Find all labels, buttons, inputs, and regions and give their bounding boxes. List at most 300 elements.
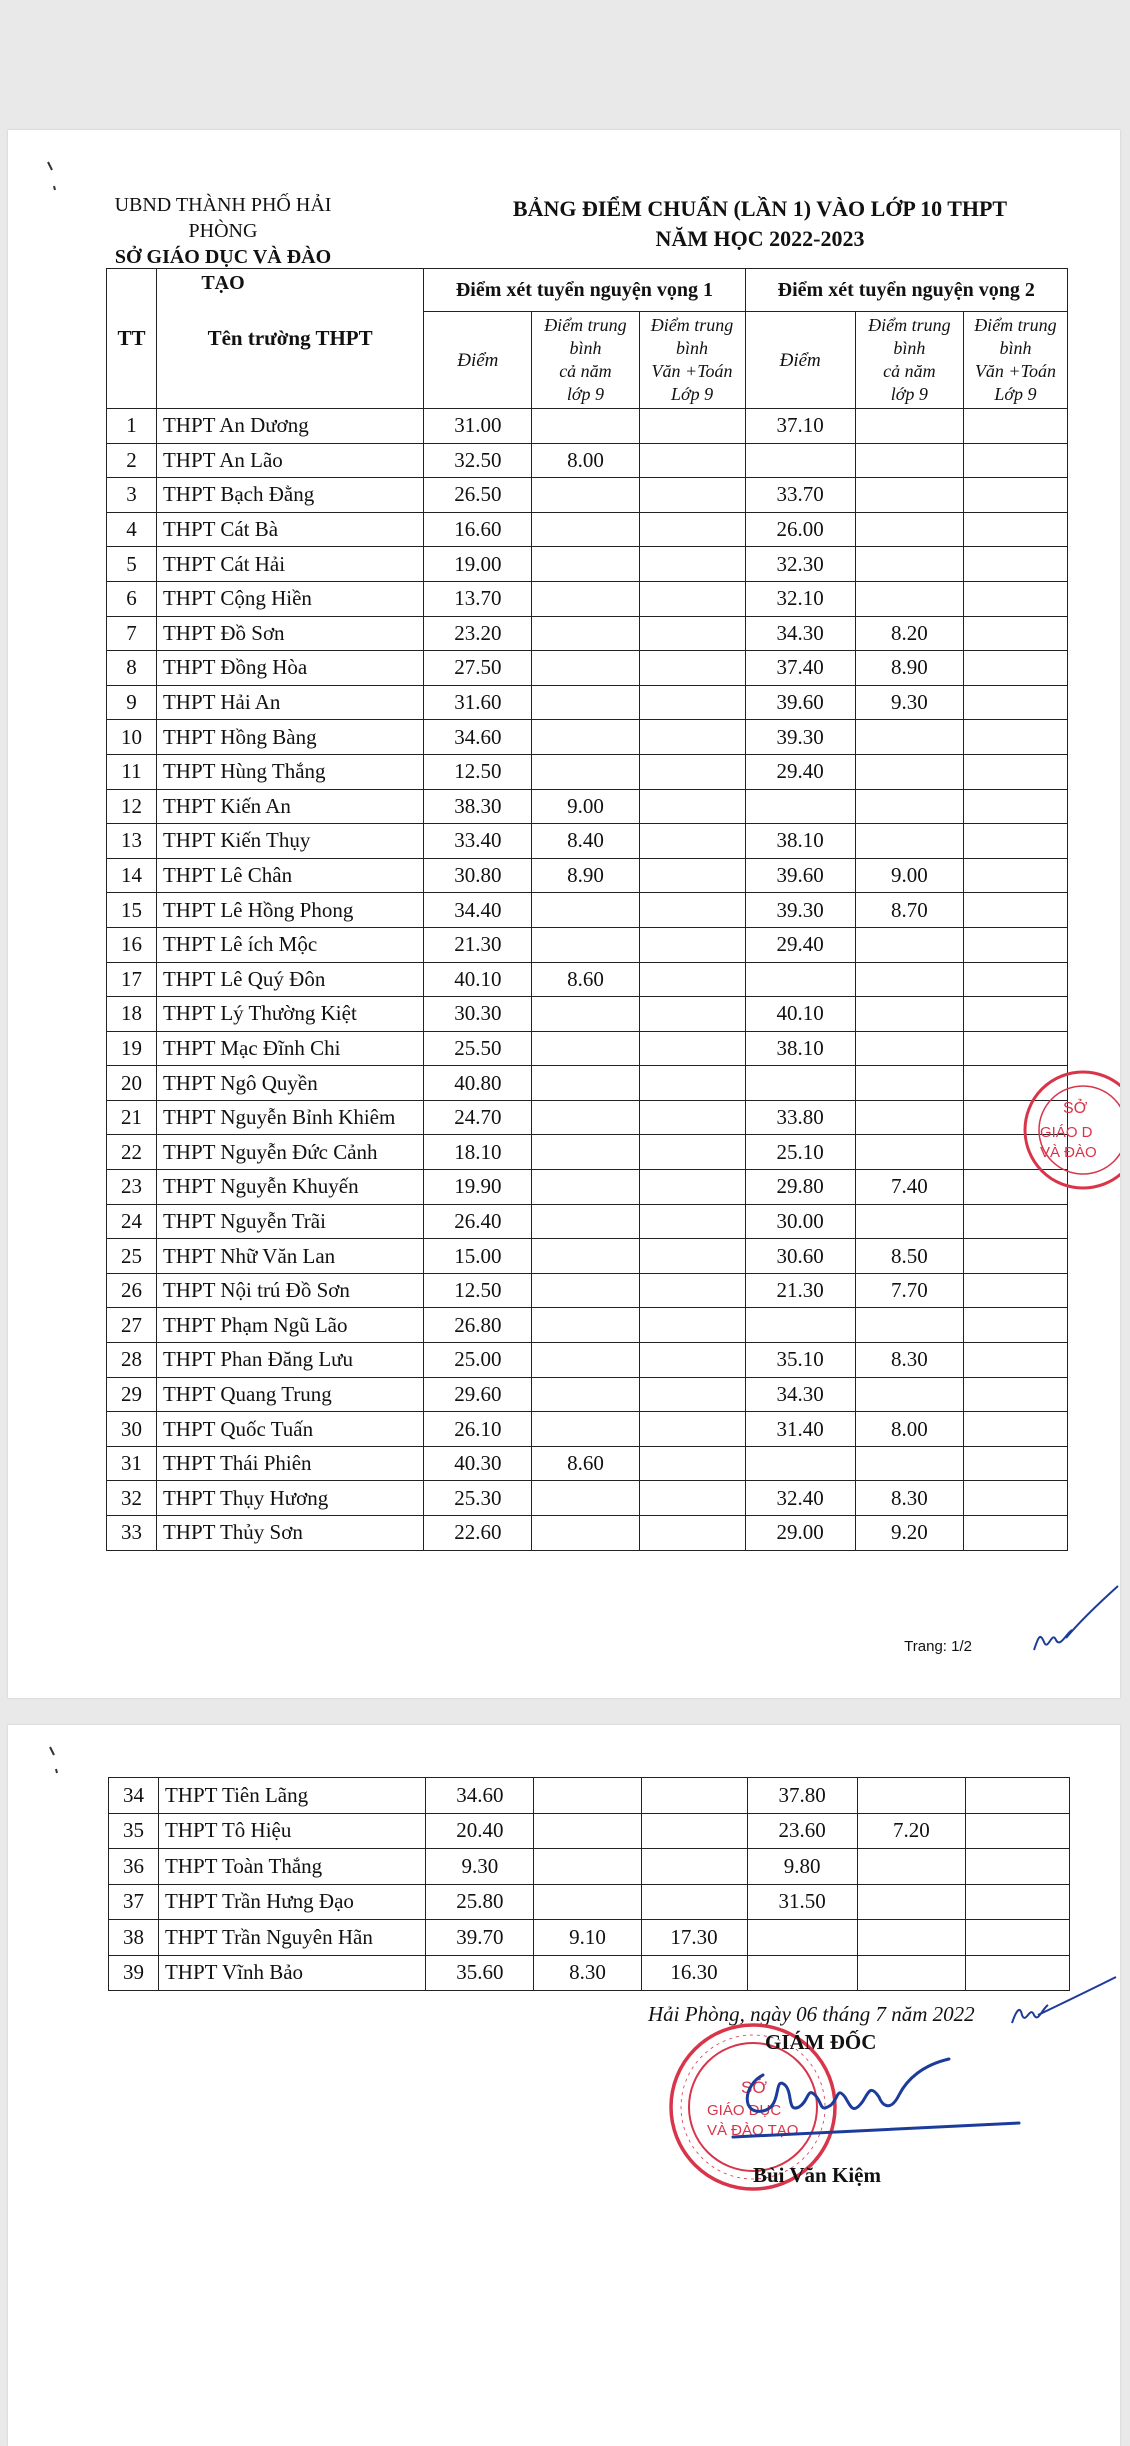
nv1-score-cell: 22.60 [424,1516,532,1551]
nv2-lit-math-score-cell [963,581,1067,616]
school-name-cell: THPT An Lão [156,443,423,478]
table-row [109,1849,1070,1885]
nv2-score-cell: 38.10 [745,1031,855,1066]
nv1-lit-math-score-cell [639,754,745,789]
row-number-cell: 37 [109,1884,159,1920]
school-name-cell: THPT Bạch Đằng [156,478,423,513]
col-header-nv2-score: Điểm [745,312,855,409]
nv1-lit-math-score-cell [639,789,745,824]
nv1-lit-math-score-cell [639,1170,745,1205]
nv1-score-cell: 31.60 [424,685,532,720]
table-row [107,893,1068,928]
nv1-avg-score-cell [534,1778,641,1814]
nv2-lit-math-score-cell [965,1884,1069,1920]
agency-line-2: SỞ GIÁO DỤC VÀ ĐÀO TẠO [114,246,332,294]
nv2-score-cell [745,1308,855,1343]
nv1-avg-score-cell [532,1170,639,1205]
row-number-cell: 12 [107,789,157,824]
table-row [107,1343,1068,1378]
nv1-lit-math-score-cell [639,1135,745,1170]
document-page-1 [8,130,1120,1698]
row-number-cell: 24 [107,1204,157,1239]
nv2-avg-score-cell [855,1135,963,1170]
row-number-cell: 1 [107,409,157,444]
stamp-edge-mark [1018,1065,1120,1195]
nv2-lit-math-score-cell [963,409,1067,444]
nv2-avg-score-cell [855,720,963,755]
table-row [107,962,1068,997]
table-row [107,1377,1068,1412]
school-name-cell: THPT Thụy Hương [156,1481,423,1516]
nv1-lit-math-score-cell [639,685,745,720]
nv1-avg-score-cell [532,927,639,962]
nv1-avg-score-cell [534,1884,641,1920]
group-header-nv2: Điểm xét tuyển nguyện vọng 2 [745,269,1067,312]
nv1-avg-score-cell [532,1239,639,1274]
nv1-lit-math-score-cell: 16.30 [641,1955,747,1991]
nv2-avg-score-cell [855,1204,963,1239]
nv1-avg-score-cell [532,478,639,513]
nv1-score-cell: 38.30 [424,789,532,824]
nv1-avg-score-cell [532,581,639,616]
nv2-score-cell: 37.40 [745,651,855,686]
nv2-avg-score-cell [855,927,963,962]
nv2-avg-score-cell [855,997,963,1032]
nv2-score-cell [747,1955,857,1991]
nv2-score-cell: 32.40 [745,1481,855,1516]
nv2-score-cell: 35.10 [745,1343,855,1378]
school-name-cell: THPT Lê Hồng Phong [156,893,423,928]
nv1-avg-score-cell [532,547,639,582]
nv1-lit-math-score-cell [639,893,745,928]
table-body-page-2 [109,1778,1070,1991]
nv2-score-cell [745,443,855,478]
nv2-avg-score-cell [857,1778,965,1814]
nv2-lit-math-score-cell [963,1412,1067,1447]
row-number-cell: 19 [107,1031,157,1066]
row-number-cell: 16 [107,927,157,962]
nv1-score-cell: 13.70 [424,581,532,616]
nv2-lit-math-score-cell [963,997,1067,1032]
nv1-score-cell: 30.80 [424,858,532,893]
row-number-cell: 29 [107,1377,157,1412]
col-header-nv1-avg: Điểm trung bình cả năm lớp 9 [532,312,639,409]
table-row [107,581,1068,616]
table-row [107,1135,1068,1170]
row-number-cell: 25 [107,1239,157,1274]
scan-speck [46,160,66,200]
school-name-cell: THPT Nội trú Đồ Sơn [156,1273,423,1308]
nv1-avg-score-cell [532,651,639,686]
school-name-cell: THPT Hùng Thắng [156,754,423,789]
nv2-avg-score-cell: 8.30 [855,1343,963,1378]
nv1-score-cell: 15.00 [424,1239,532,1274]
nv1-lit-math-score-cell [639,1516,745,1551]
row-number-cell: 10 [107,720,157,755]
nv1-avg-score-cell [532,1377,639,1412]
nv2-score-cell [745,1446,855,1481]
school-name-cell: THPT Thái Phiên [156,1446,423,1481]
nv1-avg-score-cell [532,409,639,444]
row-number-cell: 33 [107,1516,157,1551]
nv1-lit-math-score-cell [639,581,745,616]
row-number-cell: 27 [107,1308,157,1343]
school-name-cell: THPT Lê Quý Đôn [156,962,423,997]
row-number-cell: 22 [107,1135,157,1170]
svg-text:VÀ ĐÀO: VÀ ĐÀO [1040,1144,1097,1161]
nv2-avg-score-cell [855,1446,963,1481]
nv1-score-cell: 19.00 [424,547,532,582]
nv2-avg-score-cell [855,409,963,444]
nv2-score-cell: 26.00 [745,512,855,547]
nv2-avg-score-cell [855,1066,963,1101]
nv1-avg-score-cell [532,997,639,1032]
row-number-cell: 38 [109,1920,159,1956]
nv2-avg-score-cell [855,547,963,582]
table-row [107,616,1068,651]
nv2-score-cell: 29.00 [745,1516,855,1551]
school-name-cell: THPT Tiên Lãng [158,1778,425,1814]
nv1-score-cell: 26.80 [424,1308,532,1343]
nv1-avg-score-cell: 9.10 [534,1920,641,1956]
table-row [109,1955,1070,1991]
nv1-avg-score-cell [534,1813,641,1849]
nv1-score-cell: 33.40 [424,824,532,859]
table-body-page-1 [107,409,1068,1551]
nv1-avg-score-cell [534,1849,641,1885]
nv1-avg-score-cell [532,616,639,651]
nv2-lit-math-score-cell [963,685,1067,720]
title-line-2: NĂM HỌC 2022-2023 [655,226,865,251]
school-name-cell: THPT Trần Hưng Đạo [158,1884,425,1920]
nv2-lit-math-score-cell [963,547,1067,582]
nv1-score-cell: 25.80 [426,1884,534,1920]
nv2-avg-score-cell [855,1377,963,1412]
school-name-cell: THPT Hải An [156,685,423,720]
nv1-lit-math-score-cell [639,1377,745,1412]
school-name-cell: THPT An Dương [156,409,423,444]
school-name-cell: THPT Mạc Đĩnh Chi [156,1031,423,1066]
nv2-lit-math-score-cell [965,1778,1069,1814]
school-name-cell: THPT Thủy Sơn [156,1516,423,1551]
school-name-cell: THPT Phan Đăng Lưu [156,1343,423,1378]
row-number-cell: 5 [107,547,157,582]
school-name-cell: THPT Ngô Quyền [156,1066,423,1101]
nv1-score-cell: 40.10 [424,962,532,997]
nv2-score-cell: 37.10 [745,409,855,444]
nv2-lit-math-score-cell [963,1273,1067,1308]
school-name-cell: THPT Vĩnh Bảo [158,1955,425,1991]
scan-speck-2 [48,1745,68,1785]
svg-text:GIÁO DỤC: GIÁO DỤC [707,2102,782,2119]
table-row [107,858,1068,893]
nv2-avg-score-cell [855,443,963,478]
nv2-lit-math-score-cell [963,512,1067,547]
nv1-score-cell: 30.30 [424,997,532,1032]
nv1-score-cell: 12.50 [424,1273,532,1308]
nv2-avg-score-cell: 9.20 [855,1516,963,1551]
table-row [107,720,1068,755]
title-line-1: BẢNG ĐIỂM CHUẨN (LẦN 1) VÀO LỚP 10 THPT [512,196,1008,221]
row-number-cell: 30 [107,1412,157,1447]
nv2-avg-score-cell [857,1920,965,1956]
nv2-lit-math-score-cell [963,789,1067,824]
nv2-lit-math-score-cell [963,858,1067,893]
nv1-lit-math-score-cell [639,443,745,478]
signing-place-date: Hải Phòng, ngày 06 tháng 7 năm 2022 [648,2002,975,2026]
nv2-avg-score-cell [855,1100,963,1135]
nv2-score-cell [747,1920,857,1956]
table-row [107,754,1068,789]
nv1-lit-math-score-cell [639,824,745,859]
signer-name: Bùi Văn Kiệm [753,2163,881,2187]
school-name-cell: THPT Nguyễn Đức Cảnh [156,1135,423,1170]
col-header-nv2-avg: Điểm trung bình cả năm lớp 9 [855,312,963,409]
nv2-avg-score-cell [855,478,963,513]
col-header-school: Tên trường THPT [156,269,423,409]
nv1-lit-math-score-cell [639,927,745,962]
nv1-score-cell: 39.70 [426,1920,534,1956]
nv2-score-cell: 39.60 [745,858,855,893]
school-name-cell: THPT Tô Hiệu [158,1813,425,1849]
nv2-lit-math-score-cell [963,824,1067,859]
nv1-avg-score-cell: 8.90 [532,858,639,893]
nv1-lit-math-score-cell [639,478,745,513]
nv2-avg-score-cell [855,789,963,824]
table-row [107,824,1068,859]
nv2-avg-score-cell [857,1849,965,1885]
nv2-score-cell: 39.30 [745,893,855,928]
nv1-lit-math-score-cell [641,1849,747,1885]
school-name-cell: THPT Cát Hải [156,547,423,582]
handwritten-signature [723,2045,1023,2155]
nv1-avg-score-cell: 8.30 [534,1955,641,1991]
school-name-cell: THPT Đồ Sơn [156,616,423,651]
nv2-avg-score-cell [855,824,963,859]
nv2-score-cell: 33.80 [745,1100,855,1135]
school-name-cell: THPT Hồng Bàng [156,720,423,755]
nv2-score-cell: 39.30 [745,720,855,755]
nv2-lit-math-score-cell [963,754,1067,789]
nv2-lit-math-score-cell [965,1920,1069,1956]
table-row [107,1516,1068,1551]
nv1-lit-math-score-cell [639,962,745,997]
col-header-nv2-vt: Điểm trung bình Văn +Toán Lớp 9 [963,312,1067,409]
nv1-lit-math-score-cell [639,1481,745,1516]
nv1-lit-math-score-cell [639,1066,745,1101]
nv2-avg-score-cell [855,1308,963,1343]
table-row [107,478,1068,513]
table-row [107,927,1068,962]
nv1-avg-score-cell [532,1516,639,1551]
nv2-lit-math-score-cell [963,893,1067,928]
nv1-lit-math-score-cell: 17.30 [641,1920,747,1956]
school-name-cell: THPT Nhữ Văn Lan [156,1239,423,1274]
school-name-cell: THPT Phạm Ngũ Lão [156,1308,423,1343]
nv1-lit-math-score-cell [641,1813,747,1849]
nv2-lit-math-score-cell [963,1031,1067,1066]
row-number-cell: 6 [107,581,157,616]
table-row [107,1170,1068,1205]
school-name-cell: THPT Toàn Thắng [158,1849,425,1885]
nv1-score-cell: 20.40 [426,1813,534,1849]
nv2-score-cell: 29.40 [745,927,855,962]
nv1-score-cell: 19.90 [424,1170,532,1205]
row-number-cell: 3 [107,478,157,513]
row-number-cell: 26 [107,1273,157,1308]
nv1-lit-math-score-cell [639,1100,745,1135]
table-row [107,651,1068,686]
nv1-avg-score-cell [532,754,639,789]
row-number-cell: 11 [107,754,157,789]
nv1-score-cell: 26.10 [424,1412,532,1447]
nv2-avg-score-cell [857,1955,965,1991]
table-row [109,1884,1070,1920]
nv1-lit-math-score-cell [639,1239,745,1274]
nv1-score-cell: 9.30 [426,1849,534,1885]
nv1-score-cell: 26.40 [424,1204,532,1239]
row-number-cell: 18 [107,997,157,1032]
nv1-score-cell: 29.60 [424,1377,532,1412]
school-name-cell: THPT Trần Nguyên Hãn [158,1920,425,1956]
nv1-avg-score-cell [532,1066,639,1101]
nv2-score-cell [745,962,855,997]
nv2-lit-math-score-cell [963,1239,1067,1274]
school-name-cell: THPT Đồng Hòa [156,651,423,686]
agency-line-1: UBND THÀNH PHỐ HẢI PHÒNG [114,194,332,242]
row-number-cell: 35 [109,1813,159,1849]
nv1-lit-math-score-cell [639,1308,745,1343]
nv1-avg-score-cell [532,1308,639,1343]
svg-text:GIÁO D: GIÁO D [1040,1124,1093,1141]
nv1-score-cell: 34.60 [426,1778,534,1814]
row-number-cell: 32 [107,1481,157,1516]
nv1-score-cell: 34.40 [424,893,532,928]
school-name-cell: THPT Lê ích Mộc [156,927,423,962]
nv2-avg-score-cell: 8.50 [855,1239,963,1274]
document-page-2 [8,1725,1120,2446]
nv2-score-cell: 21.30 [745,1273,855,1308]
page-number: Trang: 1/2 [904,1638,972,1655]
nv2-score-cell: 40.10 [745,997,855,1032]
nv2-lit-math-score-cell [963,616,1067,651]
table-row [107,1412,1068,1447]
nv1-score-cell: 34.60 [424,720,532,755]
row-number-cell: 9 [107,685,157,720]
nv1-avg-score-cell [532,1273,639,1308]
table-row [107,1239,1068,1274]
nv2-score-cell: 32.10 [745,581,855,616]
nv2-score-cell: 37.80 [747,1778,857,1814]
nv1-avg-score-cell: 8.60 [532,1446,639,1481]
row-number-cell: 21 [107,1100,157,1135]
nv2-score-cell: 31.50 [747,1884,857,1920]
row-number-cell: 7 [107,616,157,651]
nv2-lit-math-score-cell [963,962,1067,997]
margin-initial-mark-2 [1008,1975,1118,2035]
svg-text:SỞ: SỞ [1063,1100,1088,1117]
nv1-lit-math-score-cell [639,997,745,1032]
table-row [107,512,1068,547]
nv2-avg-score-cell [855,754,963,789]
nv2-score-cell [745,1066,855,1101]
svg-text:VÀ ĐÀO TẠO: VÀ ĐÀO TẠO [707,2122,799,2139]
row-number-cell: 39 [109,1955,159,1991]
nv1-avg-score-cell [532,1135,639,1170]
table-row [107,997,1068,1032]
col-header-nv1-vt: Điểm trung bình Văn +Toán Lớp 9 [639,312,745,409]
nv2-score-cell [745,789,855,824]
row-number-cell: 13 [107,824,157,859]
nv1-lit-math-score-cell [639,1031,745,1066]
row-number-cell: 8 [107,651,157,686]
nv2-score-cell: 34.30 [745,1377,855,1412]
school-name-cell: THPT Cộng Hiền [156,581,423,616]
nv1-avg-score-cell: 9.00 [532,789,639,824]
nv2-lit-math-score-cell [963,1377,1067,1412]
nv1-lit-math-score-cell [639,651,745,686]
nv2-avg-score-cell [855,1031,963,1066]
row-number-cell: 14 [107,858,157,893]
nv2-lit-math-score-cell [963,927,1067,962]
nv2-score-cell: 29.80 [745,1170,855,1205]
nv2-avg-score-cell: 8.70 [855,893,963,928]
nv2-score-cell: 31.40 [745,1412,855,1447]
row-number-cell: 34 [109,1778,159,1814]
document-title [470,194,1050,254]
nv1-avg-score-cell [532,1343,639,1378]
nv2-lit-math-score-cell [963,443,1067,478]
nv1-avg-score-cell: 8.60 [532,962,639,997]
nv2-avg-score-cell [857,1884,965,1920]
nv1-lit-math-score-cell [639,720,745,755]
table-row [107,1481,1068,1516]
nv1-score-cell: 21.30 [424,927,532,962]
school-name-cell: THPT Nguyễn Khuyến [156,1170,423,1205]
nv1-score-cell: 24.70 [424,1100,532,1135]
nv2-avg-score-cell: 7.70 [855,1273,963,1308]
school-name-cell: THPT Quang Trung [156,1377,423,1412]
nv2-score-cell: 30.60 [745,1239,855,1274]
table-row [107,1031,1068,1066]
nv2-lit-math-score-cell [963,720,1067,755]
nv1-score-cell: 25.30 [424,1481,532,1516]
nv1-lit-math-score-cell [641,1884,747,1920]
nv1-score-cell: 40.80 [424,1066,532,1101]
table-row [109,1920,1070,1956]
row-number-cell: 4 [107,512,157,547]
nv2-lit-math-score-cell [963,1204,1067,1239]
table-row [107,1066,1068,1101]
nv1-score-cell: 40.30 [424,1446,532,1481]
nv2-score-cell: 9.80 [747,1849,857,1885]
svg-text:SỞ: SỞ [741,2078,767,2097]
nv2-lit-math-score-cell [963,1481,1067,1516]
row-number-cell: 2 [107,443,157,478]
row-number-cell: 28 [107,1343,157,1378]
nv2-score-cell: 33.70 [745,478,855,513]
row-number-cell: 20 [107,1066,157,1101]
cutoff-score-table-continued [108,1777,1070,1991]
table-row [107,1308,1068,1343]
school-name-cell: THPT Kiến Thụy [156,824,423,859]
school-name-cell: THPT Lê Chân [156,858,423,893]
table-row [107,1273,1068,1308]
nv2-lit-math-score-cell [963,1446,1067,1481]
nv2-score-cell: 32.30 [745,547,855,582]
nv1-lit-math-score-cell [639,1204,745,1239]
nv1-score-cell: 25.50 [424,1031,532,1066]
